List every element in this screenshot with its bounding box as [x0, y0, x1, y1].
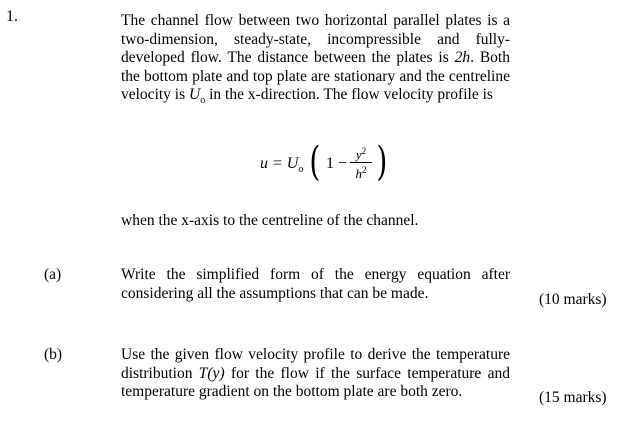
question-number: 1. — [6, 8, 18, 25]
intro-text-3: in the x-direction. The flow velocity profile is — [205, 86, 493, 103]
intro-variable-h: 2h — [454, 49, 471, 66]
intro-variable-u: U — [189, 86, 201, 103]
fraction-denominator: $h^2$ — [355, 165, 367, 181]
equation-context: when the x-axis to the centreline of the channel. — [121, 212, 419, 229]
intro-subscript-o: o — [200, 95, 206, 107]
right-paren: ) — [376, 139, 388, 185]
part-b-text: Use the given flow velocity profile to derive the temperature distribution T(y) for the flow if the surface temperature and temperature gradient on the bottom plate are both zero. — [121, 346, 510, 400]
part-b-marks: (15 marks) — [539, 389, 607, 406]
velocity-profile-equation — [260, 138, 400, 188]
fraction-numerator: $y^2$ — [350, 144, 372, 163]
part-a-marks: (10 marks) — [539, 291, 607, 308]
part-b-variable: T(y) — [198, 364, 225, 382]
intro-text-1: The channel flow between two horizontal parallel plates is a two-dimension, steady-state, incompressible and fully-developed flow. The distance between the plates is — [121, 12, 510, 66]
part-b-label: (b) — [44, 346, 63, 363]
equation-minus: − — [338, 155, 348, 172]
part-a-text: Write the simplified form of the energy equation after considering all the assumptions that can be made. — [121, 266, 510, 302]
equation-lhs: $u = U_o$ — [260, 155, 304, 176]
equation-fraction — [350, 144, 372, 181]
left-paren: ( — [309, 139, 321, 185]
equation-one: 1 — [326, 155, 334, 172]
intro-text-2: . Both the bottom plate and top plate are stationary and the centreline velocity is — [121, 49, 510, 103]
question-intro — [121, 12, 510, 111]
part-a-label: (a) — [44, 266, 62, 283]
